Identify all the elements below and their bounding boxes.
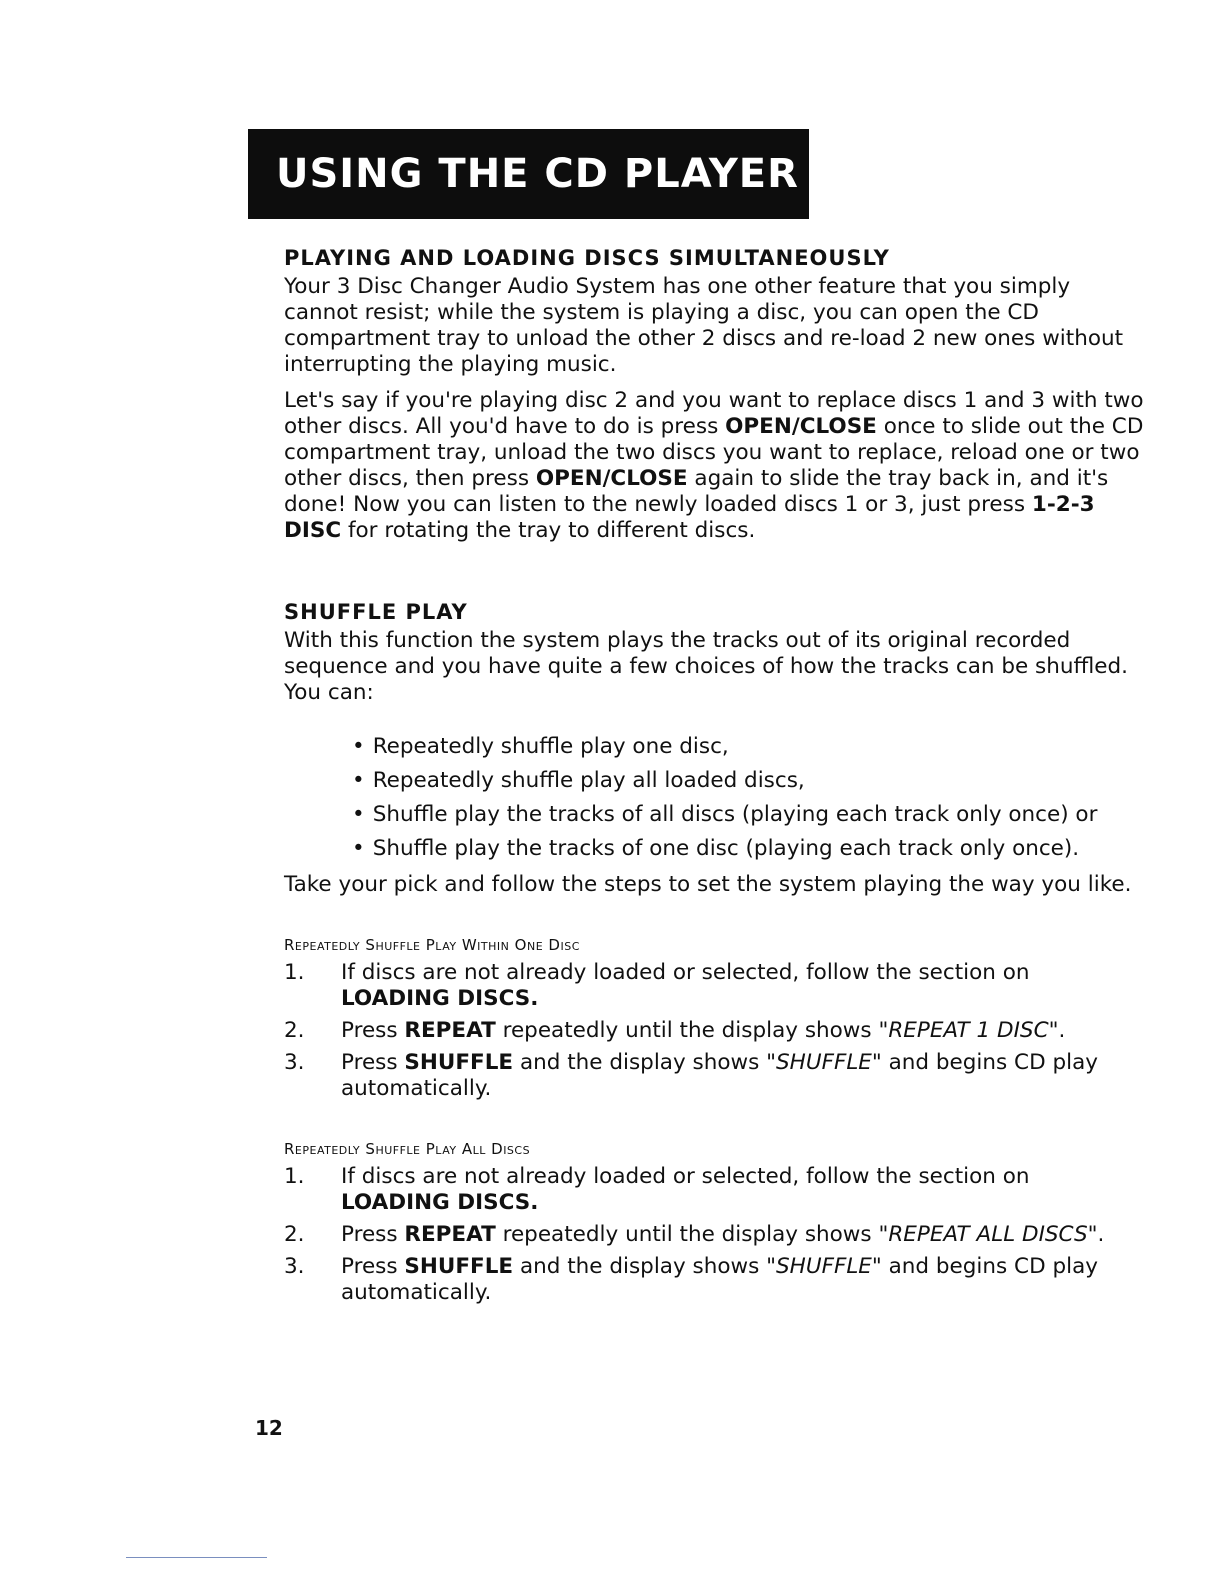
step-number: 1. (284, 1164, 305, 1189)
display-text: "SHUFFLE" (766, 1050, 882, 1075)
button-ref-open-close: OPEN/CLOSE (535, 466, 688, 491)
button-ref-disc: 1-2-3 DISC (284, 492, 1095, 543)
text-run: once to slide out the CD compartment tray, unload the two discs you want to replace, reload one or two other discs, then press (284, 414, 1144, 491)
text-run: If discs are not already loaded or selected, follow the section on (341, 960, 1030, 985)
subheading-shuffle-all-discs: Repeatedly Shuffle Play All Discs (284, 1140, 531, 1158)
text-run: . (1058, 1018, 1066, 1043)
step-item (284, 1164, 1144, 1216)
step-text (341, 1254, 1144, 1306)
button-ref-repeat: REPEAT (404, 1222, 496, 1247)
button-ref-shuffle: SHUFFLE (404, 1050, 514, 1075)
text-run: Press (341, 1254, 405, 1279)
step-text (341, 1050, 1144, 1102)
page-content (284, 246, 1144, 1312)
text-run: . (530, 986, 539, 1011)
text-run: . (1097, 1222, 1105, 1247)
step-number: 3. (284, 1254, 305, 1279)
paragraph-shuffle-intro: With this function the system plays the tracks out of its original recorded sequence and you have quite a few choices of how the tracks can be shuffled. You can: (284, 628, 1129, 705)
list-item: • Shuffle play the tracks of one disc (playing each track only once). (352, 836, 1144, 862)
paragraph-replace-example (284, 388, 1144, 544)
step-item (284, 1050, 1144, 1102)
step-number: 2. (284, 1018, 305, 1043)
button-ref-shuffle: SHUFFLE (404, 1254, 514, 1279)
text-run: for rotating the tray to different discs. (341, 518, 756, 543)
button-ref-repeat: REPEAT (404, 1018, 496, 1043)
step-item (284, 1222, 1144, 1248)
paragraph-feature-intro: Your 3 Disc Changer Audio System has one other feature that you simply cannot resist; while the system is playing a disc, you can open the CD compartment tray to unload the other 2 discs and re-load 2 new ones without interrupting the playing music. (284, 274, 1124, 377)
section-heading-playing-loading: PLAYING AND LOADING DISCS SIMULTANEOUSLY (284, 246, 890, 270)
text-run: repeatedly until the display shows (495, 1222, 879, 1247)
text-run: again to slide the tray back in, and it's done! Now you can listen to the newly loaded discs 1 or 3, just press (284, 466, 1109, 517)
section-heading-shuffle-play: SHUFFLE PLAY (284, 600, 468, 624)
step-item (284, 1018, 1144, 1044)
step-text (341, 1222, 1144, 1248)
paragraph-shuffle-outro: Take your pick and follow the steps to set the system playing the way you like. (284, 872, 1132, 897)
chapter-title: USING THE CD PLAYER (276, 151, 799, 197)
text-run: Press (341, 1222, 405, 1247)
step-text (341, 960, 1144, 1012)
step-item (284, 1254, 1144, 1306)
text-run: and begins CD play automatically. (341, 1254, 1098, 1305)
step-number: 2. (284, 1222, 305, 1247)
text-run: Press (341, 1050, 405, 1075)
steps-shuffle-all-discs (284, 1164, 1144, 1306)
text-run: Press (341, 1018, 405, 1043)
step-item (284, 960, 1144, 1012)
page-number: 12 (255, 1416, 283, 1440)
shuffle-options-list (352, 734, 1144, 862)
text-run: . (530, 1190, 539, 1215)
display-text: "REPEAT 1 DISC" (878, 1018, 1059, 1043)
footer-rule (126, 1557, 267, 1558)
section-ref: LOADING DISCS (341, 1190, 531, 1215)
text-run: and begins CD play automatically. (341, 1050, 1098, 1101)
list-item: • Repeatedly shuffle play one disc, (352, 734, 1144, 760)
button-ref-open-close: OPEN/CLOSE (725, 414, 877, 439)
text-run: repeatedly until the display shows (495, 1018, 879, 1043)
subheading-shuffle-one-disc: Repeatedly Shuffle Play Within One Disc (284, 936, 580, 954)
list-item: • Shuffle play the tracks of all discs (playing each track only once) or (352, 802, 1144, 828)
chapter-banner (248, 129, 809, 219)
display-text: "REPEAT ALL DISCS" (878, 1222, 1098, 1247)
text-run: and the display shows (513, 1050, 767, 1075)
steps-shuffle-one-disc (284, 960, 1144, 1102)
step-number: 1. (284, 960, 305, 985)
text-run: Let's say if you're playing disc 2 and you want to replace discs 1 and 3 with two other discs. All you'd have to do is press (284, 388, 1144, 439)
step-text (341, 1018, 1144, 1044)
step-number: 3. (284, 1050, 305, 1075)
display-text: "SHUFFLE" (766, 1254, 882, 1279)
list-item: • Repeatedly shuffle play all loaded discs, (352, 768, 1144, 794)
section-ref: LOADING DISCS (341, 986, 531, 1011)
text-run: If discs are not already loaded or selected, follow the section on (341, 1164, 1030, 1189)
step-text (341, 1164, 1144, 1216)
text-run: and the display shows (513, 1254, 767, 1279)
